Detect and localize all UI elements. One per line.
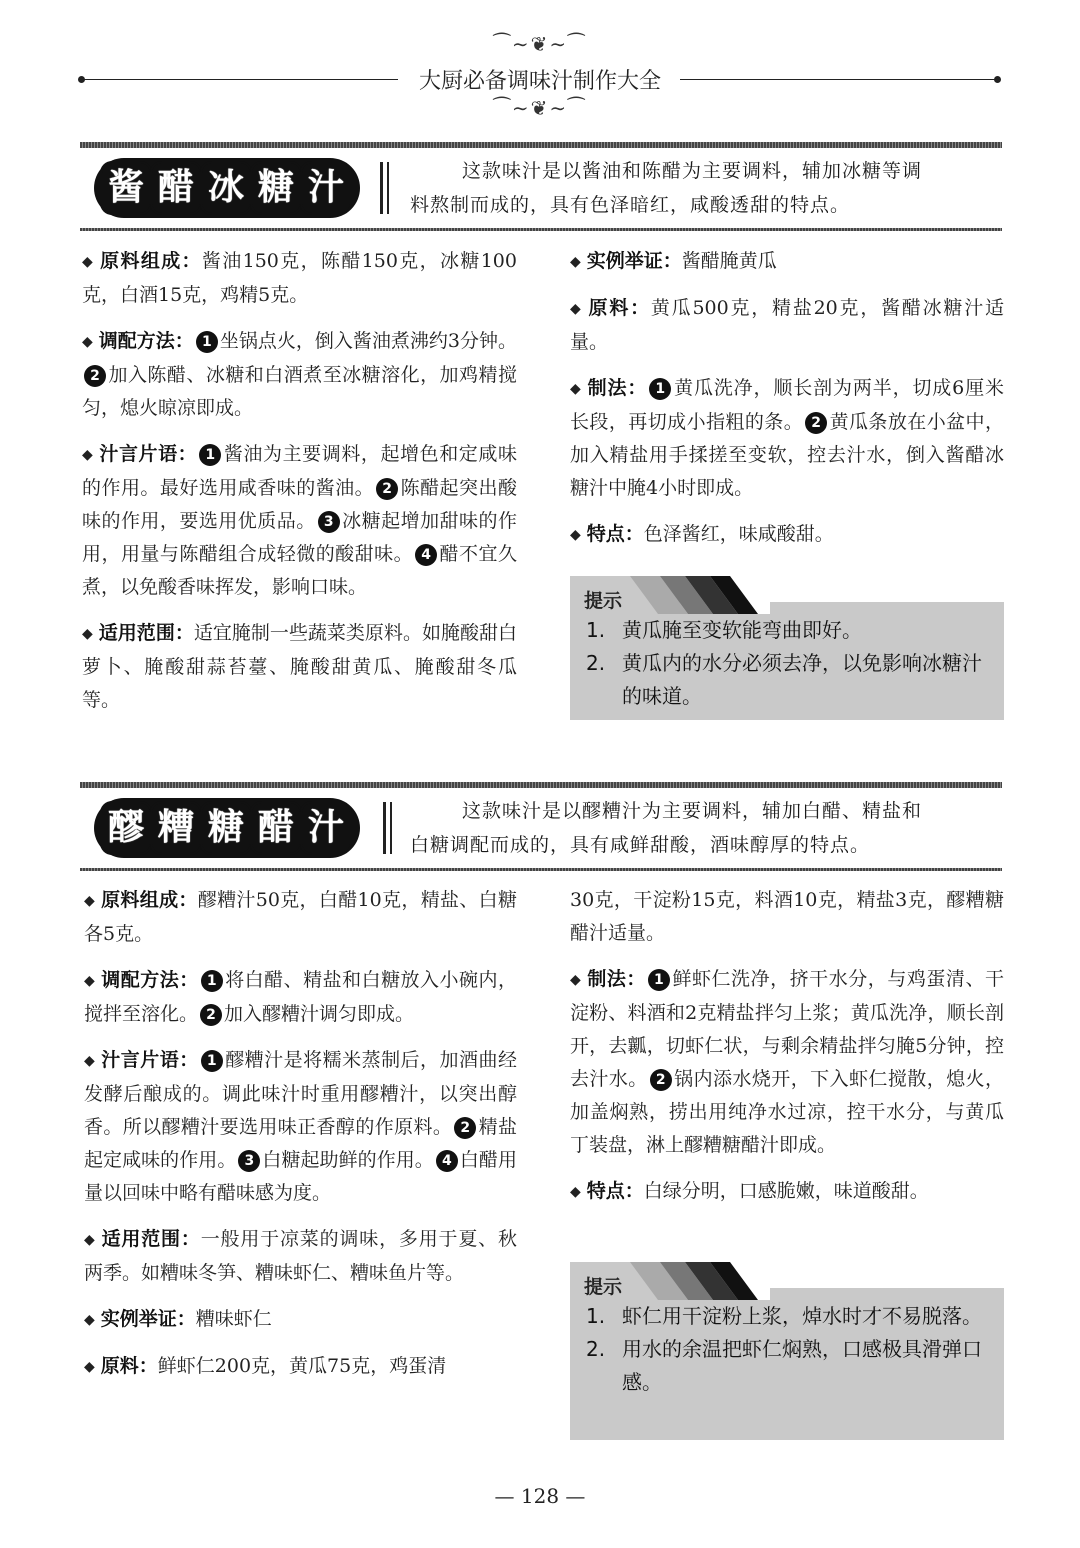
section1-title-char: 冰 bbox=[202, 163, 250, 213]
tip-list bbox=[586, 1300, 992, 1399]
section2-intro-line: 白糖调配而成的，具有咸鲜甜酸，酒味醇厚的特点。 bbox=[410, 834, 871, 856]
section1-intro bbox=[410, 154, 1005, 222]
header-rule-dot-right bbox=[994, 76, 1001, 83]
section1-title-char: 酱 bbox=[102, 163, 150, 213]
section2-tip-box bbox=[570, 1262, 1004, 1440]
section1-title-char: 汁 bbox=[302, 163, 350, 213]
step-number-icon: 4 bbox=[436, 1150, 458, 1172]
section2-notes: ◆ 汁言片语： 1 醪糟汁是将糯米蒸制后，加酒曲经发酵后酿成的。调此味汁时重用醪糟汁，以突出醇香。所以醪糟汁要选用味正香醇的作原料。 2 精盐起定咸味的作用。 3 白糖起助鲜的作用。 4 白醋用量以回味中略有醋味感为度。 bbox=[84, 1044, 517, 1210]
section2-example-ingredients: ◆ 原料：鲜虾仁200克，黄瓜75克，鸡蛋清 bbox=[84, 1350, 517, 1384]
section1-title-divider bbox=[387, 162, 389, 214]
tip-list bbox=[586, 614, 992, 713]
diamond-bullet-icon: ◆ bbox=[82, 626, 93, 642]
step-number-icon: 1 bbox=[201, 970, 223, 992]
section1-example: ◆ 实例举证：酱醋腌黄瓜 bbox=[570, 245, 1004, 279]
section2-title bbox=[100, 802, 358, 858]
section2-top-rule bbox=[80, 782, 1002, 788]
diamond-bullet-icon: ◆ bbox=[570, 301, 581, 317]
diamond-bullet-icon: ◆ bbox=[82, 334, 93, 350]
running-header bbox=[80, 30, 1000, 130]
header-rule-left bbox=[80, 79, 398, 80]
section2-title-divider bbox=[383, 802, 386, 854]
section1-usage: ◆ 适用范围：适宜腌制一些蔬菜类原料。如腌酸甜白萝卜、腌酸甜蒜苔薹、腌酸甜黄瓜、腌酸甜冬瓜等。 bbox=[82, 617, 517, 717]
step-number-icon: 3 bbox=[318, 511, 340, 533]
step-number-icon: 2 bbox=[454, 1117, 476, 1139]
tip-stripes-icon bbox=[630, 576, 770, 614]
section1-right-column bbox=[570, 245, 1004, 565]
section1-example-features: ◆ 特点：色泽酱红，味咸酸甜。 bbox=[570, 518, 1004, 552]
step-number-icon: 1 bbox=[649, 378, 671, 400]
section1-notes: ◆ 汁言片语： 1 酱油为主要调料，起增色和定咸味的作用。最好选用咸香味的酱油。 2 陈醋起突出酸味的作用，要选用优质品。 3 冰糖起增加甜味的作用，用量与陈醋组合成轻微的酸甜味。 4 醋不宜久煮，以免酸香味挥发，影响口味。 bbox=[82, 438, 517, 604]
section1-title bbox=[100, 162, 358, 218]
tip-label: 提示 bbox=[584, 590, 623, 612]
diamond-bullet-icon: ◆ bbox=[84, 973, 95, 989]
section2-ingredients: ◆ 原料组成：醪糟汁50克，白醋10克，精盐、白糖各5克。 bbox=[84, 884, 517, 951]
step-number-icon: 2 bbox=[650, 1069, 672, 1091]
tip-stripes-icon bbox=[630, 1262, 770, 1300]
section2-example: ◆ 实例举证：糟味虾仁 bbox=[84, 1303, 517, 1337]
step-number-icon: 2 bbox=[376, 478, 398, 500]
ornament-bottom: ⁀∼❦∼⁀ bbox=[493, 96, 587, 120]
section1-bottom-rule bbox=[80, 228, 1002, 231]
diamond-bullet-icon: ◆ bbox=[84, 1312, 95, 1328]
section2-title-char: 醋 bbox=[252, 803, 300, 853]
section2-intro-line: 这款味汁是以醪糟汁为主要调料，辅加白醋、精盐和 bbox=[462, 800, 923, 822]
tip-item: 1. 虾仁用干淀粉上浆，焯水时才不易脱落。 bbox=[586, 1304, 982, 1328]
diamond-bullet-icon: ◆ bbox=[570, 381, 581, 397]
section2-intro bbox=[410, 794, 1005, 862]
diamond-bullet-icon: ◆ bbox=[570, 972, 581, 988]
section2-right-column bbox=[570, 884, 1004, 1222]
tip-label: 提示 bbox=[584, 1276, 623, 1298]
tip-item: 1. 黄瓜腌至变软能弯曲即好。 bbox=[586, 618, 862, 642]
section1-title-char: 醋 bbox=[152, 163, 200, 213]
section2-title-char: 汁 bbox=[302, 803, 350, 853]
section1-method: ◆ 调配方法： 1 坐锅点火，倒入酱油煮沸约3分钟。2 加入陈醋、冰糖和白酒煮至冰糖溶化，加鸡精搅匀，熄火晾凉即成。 bbox=[82, 325, 517, 425]
section2-example-ingredients-cont: 30克，干淀粉15克，料酒10克，精盐3克，醪糟糖醋汁适量。 bbox=[570, 889, 1004, 944]
section1-title-divider bbox=[380, 162, 383, 214]
section2-example-features: ◆ 特点：白绿分明，口感脆嫩，味道酸甜。 bbox=[570, 1175, 1004, 1209]
header-rule-dot-left bbox=[78, 76, 85, 83]
diamond-bullet-icon: ◆ bbox=[570, 527, 581, 543]
step-number-icon: 1 bbox=[201, 1050, 223, 1072]
step-number-icon: 4 bbox=[415, 544, 437, 566]
section2-example-method: ◆ 制法： 1 鲜虾仁洗净，挤干水分，与鸡蛋清、干淀粉、料酒和2克精盐拌匀上浆；黄瓜洗净，顺长剖开，去瓤，切虾仁状，与剩余精盐拌匀腌5分钟，控去汁水。 2 锅内添水烧开，下入虾仁搅散，熄火，加盖焖熟，捞出用纯净水过凉，控干水分，与黄瓜丁装盘，淋上醪糟糖醋汁即成。 bbox=[570, 963, 1004, 1162]
section2-method: ◆ 调配方法： 1 将白醋、精盐和白糖放入小碗内，搅拌至溶化。 2 加入醪糟汁调匀即成。 bbox=[84, 964, 517, 1031]
step-number-icon: 1 bbox=[199, 444, 221, 466]
ornament-top: ⁀∼❦∼⁀ bbox=[493, 32, 587, 56]
section1-title-char: 糖 bbox=[252, 163, 300, 213]
section2-title-char: 醪 bbox=[102, 803, 150, 853]
section1-tip-box bbox=[570, 576, 1004, 720]
section2-title-char: 糖 bbox=[202, 803, 250, 853]
section2-bottom-rule bbox=[80, 868, 1002, 871]
tip-item: 2. 用水的余温把虾仁焖熟，口感极具滑弹口感。 bbox=[586, 1337, 982, 1394]
diamond-bullet-icon: ◆ bbox=[84, 1053, 95, 1069]
step-number-icon: 2 bbox=[200, 1004, 222, 1026]
diamond-bullet-icon: ◆ bbox=[84, 1232, 95, 1248]
tip-item: 2. 黄瓜内的水分必须去净，以免影响冰糖汁的味道。 bbox=[586, 651, 982, 708]
diamond-bullet-icon: ◆ bbox=[84, 893, 95, 909]
diamond-bullet-icon: ◆ bbox=[570, 254, 581, 270]
diamond-bullet-icon: ◆ bbox=[570, 1184, 581, 1200]
step-number-icon: 2 bbox=[84, 365, 106, 387]
section1-intro-line: 料熬制而成的，具有色泽暗红，咸酸透甜的特点。 bbox=[410, 194, 851, 216]
section2-title-char: 糟 bbox=[152, 803, 200, 853]
section2-title-divider bbox=[390, 802, 392, 854]
section1-top-rule bbox=[80, 142, 1002, 148]
section1-example-method: ◆ 制法： 1 黄瓜洗净，顺长剖为两半，切成6厘米长段，再切成小指粗的条。 2 黄瓜条放在小盆中，加入精盐用手揉搓至变软，控去汁水，倒入酱醋冰糖汁中腌4小时即成。 bbox=[570, 372, 1004, 505]
section1-left-column bbox=[82, 245, 517, 730]
section2-left-column bbox=[84, 884, 517, 1397]
page-number: — 128 — bbox=[494, 1484, 586, 1508]
section1-example-ingredients: ◆ 原料：黄瓜500克，精盐20克，酱醋冰糖汁适量。 bbox=[570, 292, 1004, 359]
book-title: 大厨必备调味汁制作大全 bbox=[418, 69, 661, 94]
section1-ingredients: ◆ 原料组成：酱油150克，陈醋150克，冰糖100克，白酒15克，鸡精5克。 bbox=[82, 245, 517, 312]
step-number-icon: 2 bbox=[805, 412, 827, 434]
header-rule-right bbox=[680, 79, 998, 80]
diamond-bullet-icon: ◆ bbox=[82, 447, 93, 463]
step-number-icon: 1 bbox=[196, 331, 218, 353]
section1-intro-line: 这款味汁是以酱油和陈醋为主要调料，辅加冰糖等调 bbox=[462, 160, 923, 182]
step-number-icon: 1 bbox=[648, 969, 670, 991]
diamond-bullet-icon: ◆ bbox=[82, 254, 93, 270]
diamond-bullet-icon: ◆ bbox=[84, 1359, 95, 1375]
step-number-icon: 3 bbox=[238, 1150, 260, 1172]
section2-usage: ◆ 适用范围：一般用于凉菜的调味，多用于夏、秋两季。如糟味冬笋、糟味虾仁、糟味鱼片等。 bbox=[84, 1223, 517, 1290]
